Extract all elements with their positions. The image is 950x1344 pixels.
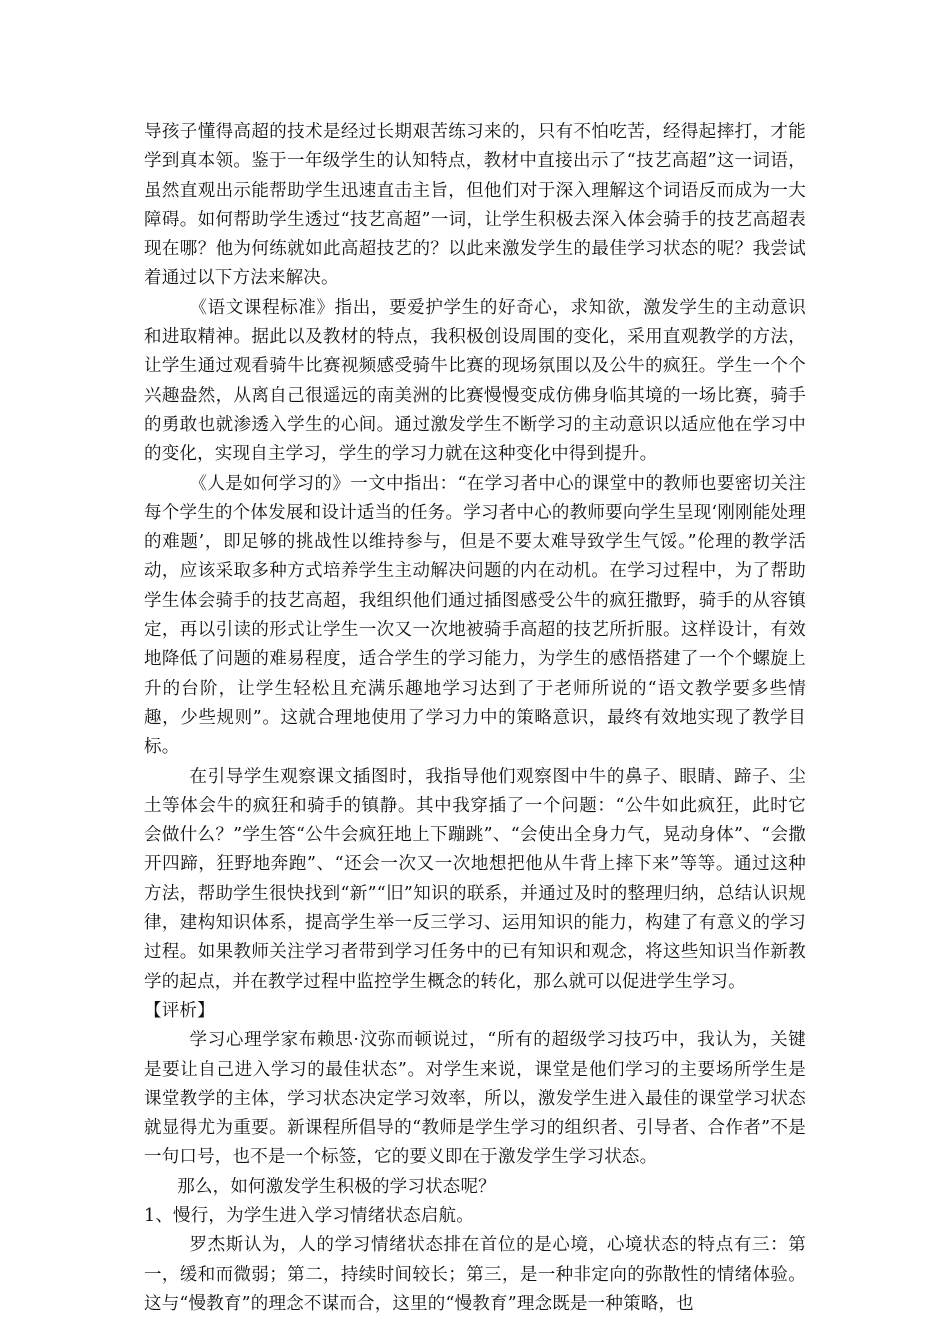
paragraph-learning-state: 学习心理学家布赖思·汶弥而顿说过，“所有的超级学习技巧中，我认为，关键是要让自己进入学习的最佳状态”。对学生来说，课堂是他们学习的主要场所学生是课堂教学的主体，学习状态决定学习效率，所以，激发学生进入最佳的课堂学习状态就显得尤为重要。新课程所倡导的“教师是学生学习的组织者、引导者、合作者”不是一句口号，也不是一个标签，它的要义即在于激发学生学习状态。 xyxy=(144,1030,806,1168)
document-body xyxy=(144,118,806,1319)
paragraph-question: 那么，如何激发学生积极的学习状态呢？ xyxy=(177,1176,496,1197)
paragraph-rogers: 罗杰斯认为，人的学习情绪状态排在首位的是心境，心境状态的特点有三：第一，缓和而微弱；第二，持续时间较长；第三，是一种非定向的弥散性的情绪体验。这与“慢教育”的理念不谋而合，这里的“慢教育”理念既是一种策略，也 xyxy=(144,1235,806,1314)
section-heading-commentary: 【评析】 xyxy=(144,1000,215,1021)
paragraph-intro-continuation: 导孩子懂得高超的技术是经过长期艰苦练习来的，只有不怕吃苦，经得起摔打，才能学到真本领。鉴于一年级学生的认知特点，教材中直接出示了“技艺高超”这一词语，虽然直观出示能帮助学生迅速直击主旨，但他们对于深入理解这个词语反而成为一大障碍。如何帮助学生透过“技艺高超”一词，让学生积极去深入体会骑手的技艺高超表现在哪？他为何练就如此高超技艺的？以此来激发学生的最佳学习状态的呢？我尝试着通过以下方法来解决。 xyxy=(144,122,806,289)
paragraph-curriculum-standard: 《语文课程标准》指出，要爱护学生的好奇心，求知欲，激发学生的主动意识和进取精神。据此以及教材的特点，我积极创设周围的变化，采用直观教学的方法，让学生通过观看骑牛比赛视频感受骑牛比赛的现场氛围以及公牛的疯狂。学生一个个兴趣盎然，从离自己很遥远的南美洲的比赛慢慢变成仿佛身临其境的一场比赛，骑手的勇敢也就渗透入学生的心间。通过激发学生不断学习的主动意识以适应他在学习中的变化，实现自主学习，学生的学习力就在这种变化中得到提升。 xyxy=(144,297,806,465)
paragraph-illustration-guidance: 在引导学生观察课文插图时，我指导他们观察图中牛的鼻子、眼睛、蹄子、尘土等体会牛的疯狂和骑手的镇静。其中我穿插了一个问题：“公牛如此疯狂，此时它会做什么？”学生答“公牛会疯狂地上下蹦跳”、“会使出全身力气，晃动身体”、“会撒开四蹄，狂野地奔跑”、“还会一次又一次地想把他从牛背上摔下来”等等。通过这种方法，帮助学生很快找到“新”“旧”知识的联系，并通过及时的整理归纳，总结认识规律，建构知识体系，提高学生举一反三学习、运用知识的能力，构建了有意义的学习过程。如果教师关注学习者带到学习任务中的已有知识和观念，将这些知识当作新教学的起点，并在教学过程中监控学生概念的转化，那么就可以促进学生学习。 xyxy=(144,766,806,992)
list-item-slow-pace: 1、慢行，为学生进入学习情绪状态启航。 xyxy=(144,1205,474,1226)
paragraph-how-people-learn: 《人是如何学习的》一文中指出：“在学习者中心的课堂中的教师也要密切关注每个学生的个体发展和设计适当的任务。学习者中心的教师要向学生呈现‘刚刚能处理的难题’，即足够的挑战性以维持参与，但是不要太难导致学生气馁。”伦理的教学活动，应该采取多种方式培养学生主动解决问题的内在动机。在学习过程中，为了帮助学生体会骑手的技艺高超，我组织他们通过插图感受公牛的疯狂撒野，骑手的从容镇定，再以引读的形式让学生一次又一次地被骑手高超的技艺所折服。这样设计，有效地降低了问题的难易程度，适合学生的学习能力，为学生的感悟搭建了一个个螺旋上升的台阶，让学生轻松且充满乐趣地学习达到了于老师所说的“语文教学要多些情趣，少些规则”。这就合理地使用了学习力中的策略意识，最终有效地实现了教学目标。 xyxy=(144,473,806,758)
